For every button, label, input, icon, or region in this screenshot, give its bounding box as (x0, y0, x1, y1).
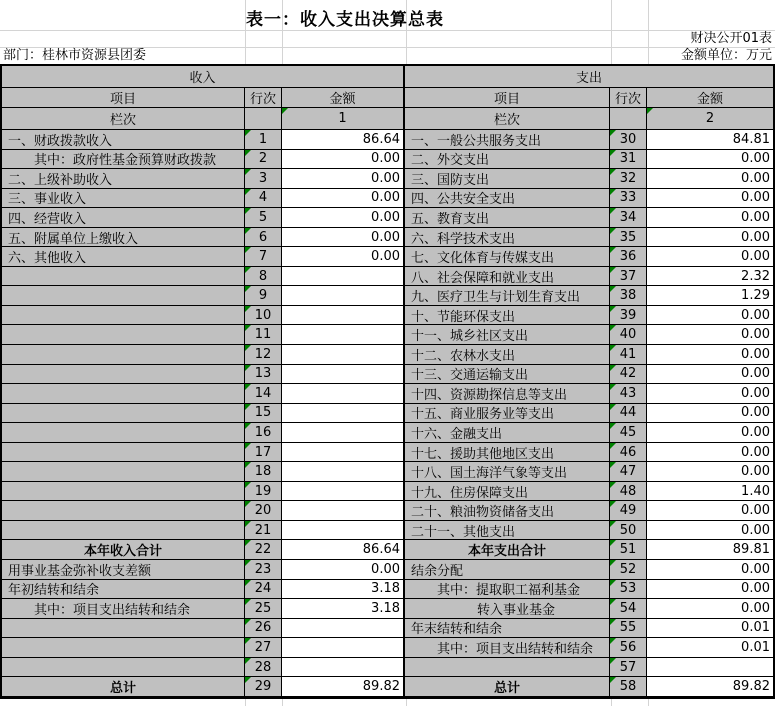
expenditure-item-cell[interactable]: 一、一般公共服务支出 (405, 130, 610, 150)
income-amount-cell[interactable]: 3.18 (282, 580, 405, 600)
expenditure-line-no-cell[interactable]: 54 (610, 599, 647, 619)
income-item-cell[interactable] (2, 306, 245, 326)
income-line-no-cell[interactable]: 1 (245, 130, 282, 150)
income-item-cell[interactable]: 六、其他收入 (2, 247, 245, 267)
income-line-no-cell[interactable]: 4 (245, 189, 282, 209)
income-item-cell[interactable] (2, 482, 245, 502)
income-item-cell[interactable] (2, 267, 245, 287)
income-item-cell[interactable] (2, 325, 245, 345)
expenditure-line-no-cell[interactable]: 34 (610, 208, 647, 228)
income-item-cell[interactable] (2, 501, 245, 521)
expenditure-item-cell[interactable]: 十九、住房保障支出 (405, 482, 610, 502)
expenditure-amount-cell[interactable]: 0.00 (647, 150, 773, 170)
expenditure-amount-cell[interactable]: 0.00 (647, 306, 773, 326)
income-amount-cell[interactable] (282, 384, 405, 404)
gridline-horizontal (0, 30, 775, 31)
income-item-cell[interactable] (2, 423, 245, 443)
expenditure-line-no-cell[interactable]: 36 (610, 247, 647, 267)
expenditure-amount-col-header[interactable]: 金额 (647, 88, 773, 108)
expenditure-amount-cell[interactable]: 0.00 (647, 325, 773, 345)
expenditure-line-no-cell[interactable]: 51 (610, 540, 647, 560)
income-amount-cell[interactable] (282, 619, 405, 639)
expenditure-line-no-cell[interactable]: 56 (610, 638, 647, 658)
income-line-no-cell[interactable]: 2 (245, 150, 282, 170)
expenditure-amount-cell[interactable]: 89.81 (647, 540, 773, 560)
expenditure-line-no-cell[interactable]: 39 (610, 306, 647, 326)
income-line-no-cell[interactable]: 20 (245, 501, 282, 521)
income-line-no-cell[interactable]: 13 (245, 365, 282, 385)
expenditure-item-cell[interactable]: 十三、交通运输支出 (405, 365, 610, 385)
expenditure-item-cell[interactable]: 八、社会保障和就业支出 (405, 267, 610, 287)
income-amount-cell[interactable]: 0.00 (282, 208, 405, 228)
income-item-cell[interactable]: 用事业基金弥补收支差额 (2, 560, 245, 580)
income-item-cell[interactable]: 一、财政拨款收入 (2, 130, 245, 150)
expenditure-section-header[interactable]: 支出 (405, 66, 773, 88)
expenditure-amount-cell[interactable]: 1.40 (647, 482, 773, 502)
expenditure-item-cell[interactable]: 十一、城乡社区支出 (405, 325, 610, 345)
expenditure-item-cell[interactable]: 二十、粮油物资储备支出 (405, 501, 610, 521)
expenditure-item-cell[interactable]: 十二、农林水支出 (405, 345, 610, 365)
expenditure-item-cell[interactable]: 十六、金融支出 (405, 423, 610, 443)
income-item-cell[interactable]: 四、经营收入 (2, 208, 245, 228)
expenditure-line-no-cell[interactable]: 44 (610, 404, 647, 424)
expenditure-amount-cell[interactable]: 0.00 (647, 247, 773, 267)
income-item-cell[interactable] (2, 658, 245, 678)
expenditure-amount-cell[interactable] (647, 658, 773, 678)
income-item-cell[interactable]: 三、事业收入 (2, 189, 245, 209)
expenditure-item-col-header[interactable]: 项目 (405, 88, 610, 108)
expenditure-item-cell[interactable]: 六、科学技术支出 (405, 228, 610, 248)
expenditure-line-no-cell[interactable]: 43 (610, 384, 647, 404)
income-line-no-cell[interactable]: 24 (245, 580, 282, 600)
income-line-no-cell[interactable]: 22 (245, 540, 282, 560)
income-line-no-cell[interactable]: 16 (245, 423, 282, 443)
expenditure-amount-cell[interactable]: 84.81 (647, 130, 773, 150)
income-line-col-header[interactable]: 行次 (245, 88, 282, 108)
expenditure-line-no-cell[interactable]: 37 (610, 267, 647, 287)
income-item-cell[interactable]: 总计 (2, 677, 245, 697)
income-line-no-cell[interactable]: 29 (245, 677, 282, 697)
income-amount-cell[interactable] (282, 423, 405, 443)
income-amount-cell[interactable] (282, 658, 405, 678)
expenditure-lanci-label[interactable]: 栏次 (405, 108, 610, 130)
amount-unit-label: 金额单位：万元 (680, 48, 772, 63)
expenditure-item-cell[interactable]: 二、外交支出 (405, 150, 610, 170)
expenditure-line-no-cell[interactable]: 45 (610, 423, 647, 443)
income-col-number[interactable]: 1 (282, 108, 405, 130)
income-item-cell[interactable] (2, 638, 245, 658)
income-line-no-cell[interactable]: 8 (245, 267, 282, 287)
expenditure-amount-cell[interactable]: 0.00 (647, 169, 773, 189)
income-line-no-cell[interactable]: 27 (245, 638, 282, 658)
income-amount-cell[interactable]: 86.64 (282, 540, 405, 560)
expenditure-item-cell[interactable]: 十、节能环保支出 (405, 306, 610, 326)
expenditure-item-cell[interactable]: 九、医疗卫生与计划生育支出 (405, 286, 610, 306)
accounts-table (0, 64, 775, 699)
income-item-cell[interactable] (2, 384, 245, 404)
expenditure-amount-cell[interactable]: 0.00 (647, 521, 773, 541)
expenditure-line-no-cell[interactable]: 41 (610, 345, 647, 365)
expenditure-line-no-cell[interactable]: 46 (610, 443, 647, 463)
expenditure-line-no-cell[interactable]: 57 (610, 658, 647, 678)
expenditure-amount-cell[interactable]: 0.00 (647, 443, 773, 463)
income-line-no-cell[interactable]: 25 (245, 599, 282, 619)
income-amount-cell[interactable] (282, 306, 405, 326)
expenditure-item-cell[interactable]: 十八、国土海洋气象等支出 (405, 462, 610, 482)
expenditure-item-cell[interactable]: 年末结转和结余 (405, 619, 610, 639)
expenditure-amount-cell[interactable]: 0.00 (647, 228, 773, 248)
income-amount-cell[interactable]: 86.64 (282, 130, 405, 150)
income-amount-cell[interactable]: 0.00 (282, 169, 405, 189)
expenditure-amount-cell[interactable]: 0.00 (647, 384, 773, 404)
income-line-no-cell[interactable]: 12 (245, 345, 282, 365)
expenditure-line-no-cell[interactable]: 40 (610, 325, 647, 345)
income-amount-cell[interactable] (282, 482, 405, 502)
expenditure-item-cell[interactable]: 结余分配 (405, 560, 610, 580)
income-line-no-cell[interactable]: 17 (245, 443, 282, 463)
income-line-no-cell[interactable]: 15 (245, 404, 282, 424)
income-amount-cell[interactable]: 0.00 (282, 560, 405, 580)
income-line-no-cell[interactable]: 18 (245, 462, 282, 482)
income-item-cell[interactable]: 年初结转和结余 (2, 580, 245, 600)
page-title: 表一：收入支出决算总表 (246, 10, 444, 30)
income-item-col-header[interactable]: 项目 (2, 88, 245, 108)
income-amount-cell[interactable]: 3.18 (282, 599, 405, 619)
income-item-cell[interactable] (2, 619, 245, 639)
income-lanci-blank-cell[interactable] (245, 108, 282, 130)
expenditure-amount-cell[interactable]: 0.00 (647, 423, 773, 443)
income-amount-col-header[interactable]: 金额 (282, 88, 405, 108)
expenditure-line-no-cell[interactable]: 47 (610, 462, 647, 482)
expenditure-line-no-cell[interactable]: 50 (610, 521, 647, 541)
expenditure-line-no-cell[interactable]: 55 (610, 619, 647, 639)
income-item-cell[interactable] (2, 404, 245, 424)
income-amount-cell[interactable] (282, 365, 405, 385)
expenditure-item-cell[interactable]: 其中：项目支出结转和结余 (405, 638, 610, 658)
expenditure-amount-cell[interactable]: 89.82 (647, 677, 773, 697)
expenditure-line-no-cell[interactable]: 30 (610, 130, 647, 150)
expenditure-item-cell[interactable]: 转入事业基金 (405, 599, 610, 619)
expenditure-amount-cell[interactable]: 0.01 (647, 619, 773, 639)
income-line-no-cell[interactable]: 26 (245, 619, 282, 639)
expenditure-line-no-cell[interactable]: 58 (610, 677, 647, 697)
expenditure-item-cell[interactable]: 三、国防支出 (405, 169, 610, 189)
expenditure-amount-cell[interactable]: 0.00 (647, 501, 773, 521)
income-amount-cell[interactable] (282, 404, 405, 424)
expenditure-lanci-blank-cell[interactable] (610, 108, 647, 130)
expenditure-item-cell[interactable]: 五、教育支出 (405, 208, 610, 228)
expenditure-line-no-cell[interactable]: 42 (610, 365, 647, 385)
income-line-no-cell[interactable]: 6 (245, 228, 282, 248)
expenditure-col-number[interactable]: 2 (647, 108, 773, 130)
expenditure-line-no-cell[interactable]: 35 (610, 228, 647, 248)
expenditure-item-cell[interactable]: 本年支出合计 (405, 540, 610, 560)
expenditure-item-cell[interactable] (405, 658, 610, 678)
expenditure-amount-cell[interactable]: 0.00 (647, 345, 773, 365)
expenditure-line-no-cell[interactable]: 38 (610, 286, 647, 306)
income-line-no-cell[interactable]: 21 (245, 521, 282, 541)
income-amount-cell[interactable]: 0.00 (282, 247, 405, 267)
income-line-no-cell[interactable]: 14 (245, 384, 282, 404)
income-item-cell[interactable]: 本年收入合计 (2, 540, 245, 560)
income-amount-cell[interactable] (282, 443, 405, 463)
expenditure-item-cell[interactable]: 七、文化体育与传媒支出 (405, 247, 610, 267)
expenditure-amount-cell[interactable]: 1.29 (647, 286, 773, 306)
income-amount-cell[interactable] (282, 286, 405, 306)
expenditure-amount-cell[interactable]: 0.00 (647, 208, 773, 228)
income-section-header[interactable]: 收入 (2, 66, 405, 88)
expenditure-line-no-cell[interactable]: 31 (610, 150, 647, 170)
income-amount-cell[interactable] (282, 501, 405, 521)
income-item-cell[interactable] (2, 521, 245, 541)
income-amount-cell[interactable] (282, 462, 405, 482)
expenditure-amount-cell[interactable]: 0.00 (647, 365, 773, 385)
department-label: 部门：桂林市资源县团委 (3, 48, 147, 63)
expenditure-item-cell[interactable]: 总计 (405, 677, 610, 697)
income-lanci-label[interactable]: 栏次 (2, 108, 245, 130)
income-line-no-cell[interactable]: 28 (245, 658, 282, 678)
expenditure-item-cell[interactable]: 二十一、其他支出 (405, 521, 610, 541)
income-item-cell[interactable]: 二、上级补助收入 (2, 169, 245, 189)
expenditure-amount-cell[interactable]: 0.00 (647, 599, 773, 619)
income-item-cell[interactable] (2, 345, 245, 365)
income-amount-cell[interactable] (282, 325, 405, 345)
expenditure-amount-cell[interactable]: 0.00 (647, 560, 773, 580)
income-item-cell[interactable] (2, 443, 245, 463)
income-item-cell[interactable] (2, 365, 245, 385)
income-amount-cell[interactable] (282, 521, 405, 541)
expenditure-amount-cell[interactable]: 0.00 (647, 189, 773, 209)
form-number: 财决公开01表 (690, 31, 772, 46)
expenditure-item-cell[interactable]: 其中：提取职工福利基金 (405, 580, 610, 600)
income-line-no-cell[interactable]: 5 (245, 208, 282, 228)
expenditure-amount-cell[interactable]: 0.00 (647, 462, 773, 482)
income-line-no-cell[interactable]: 10 (245, 306, 282, 326)
income-amount-cell[interactable]: 0.00 (282, 150, 405, 170)
income-line-no-cell[interactable]: 11 (245, 325, 282, 345)
expenditure-item-cell[interactable]: 十五、商业服务业等支出 (405, 404, 610, 424)
income-item-cell[interactable] (2, 286, 245, 306)
expenditure-line-no-cell[interactable]: 49 (610, 501, 647, 521)
income-line-no-cell[interactable]: 9 (245, 286, 282, 306)
income-amount-cell[interactable] (282, 267, 405, 287)
income-item-cell[interactable]: 其中：项目支出结转和结余 (2, 599, 245, 619)
expenditure-amount-cell[interactable]: 0.00 (647, 404, 773, 424)
income-amount-cell[interactable]: 0.00 (282, 228, 405, 248)
expenditure-item-cell[interactable]: 十四、资源勘探信息等支出 (405, 384, 610, 404)
income-item-cell[interactable]: 其中：政府性基金预算财政拨款 (2, 150, 245, 170)
income-amount-cell[interactable]: 0.00 (282, 189, 405, 209)
income-amount-cell[interactable] (282, 638, 405, 658)
expenditure-line-no-cell[interactable]: 48 (610, 482, 647, 502)
expenditure-line-col-header[interactable]: 行次 (610, 88, 647, 108)
expenditure-amount-cell[interactable]: 0.01 (647, 638, 773, 658)
income-item-cell[interactable]: 五、附属单位上缴收入 (2, 228, 245, 248)
income-line-no-cell[interactable]: 7 (245, 247, 282, 267)
income-amount-cell[interactable] (282, 345, 405, 365)
income-item-cell[interactable] (2, 462, 245, 482)
expenditure-amount-cell[interactable]: 0.00 (647, 580, 773, 600)
income-line-no-cell[interactable]: 19 (245, 482, 282, 502)
expenditure-amount-cell[interactable]: 2.32 (647, 267, 773, 287)
expenditure-line-no-cell[interactable]: 32 (610, 169, 647, 189)
income-line-no-cell[interactable]: 3 (245, 169, 282, 189)
expenditure-line-no-cell[interactable]: 52 (610, 560, 647, 580)
income-line-no-cell[interactable]: 23 (245, 560, 282, 580)
expenditure-line-no-cell[interactable]: 33 (610, 189, 647, 209)
expenditure-line-no-cell[interactable]: 53 (610, 580, 647, 600)
expenditure-item-cell[interactable]: 十七、援助其他地区支出 (405, 443, 610, 463)
expenditure-item-cell[interactable]: 四、公共安全支出 (405, 189, 610, 209)
income-amount-cell[interactable]: 89.82 (282, 677, 405, 697)
